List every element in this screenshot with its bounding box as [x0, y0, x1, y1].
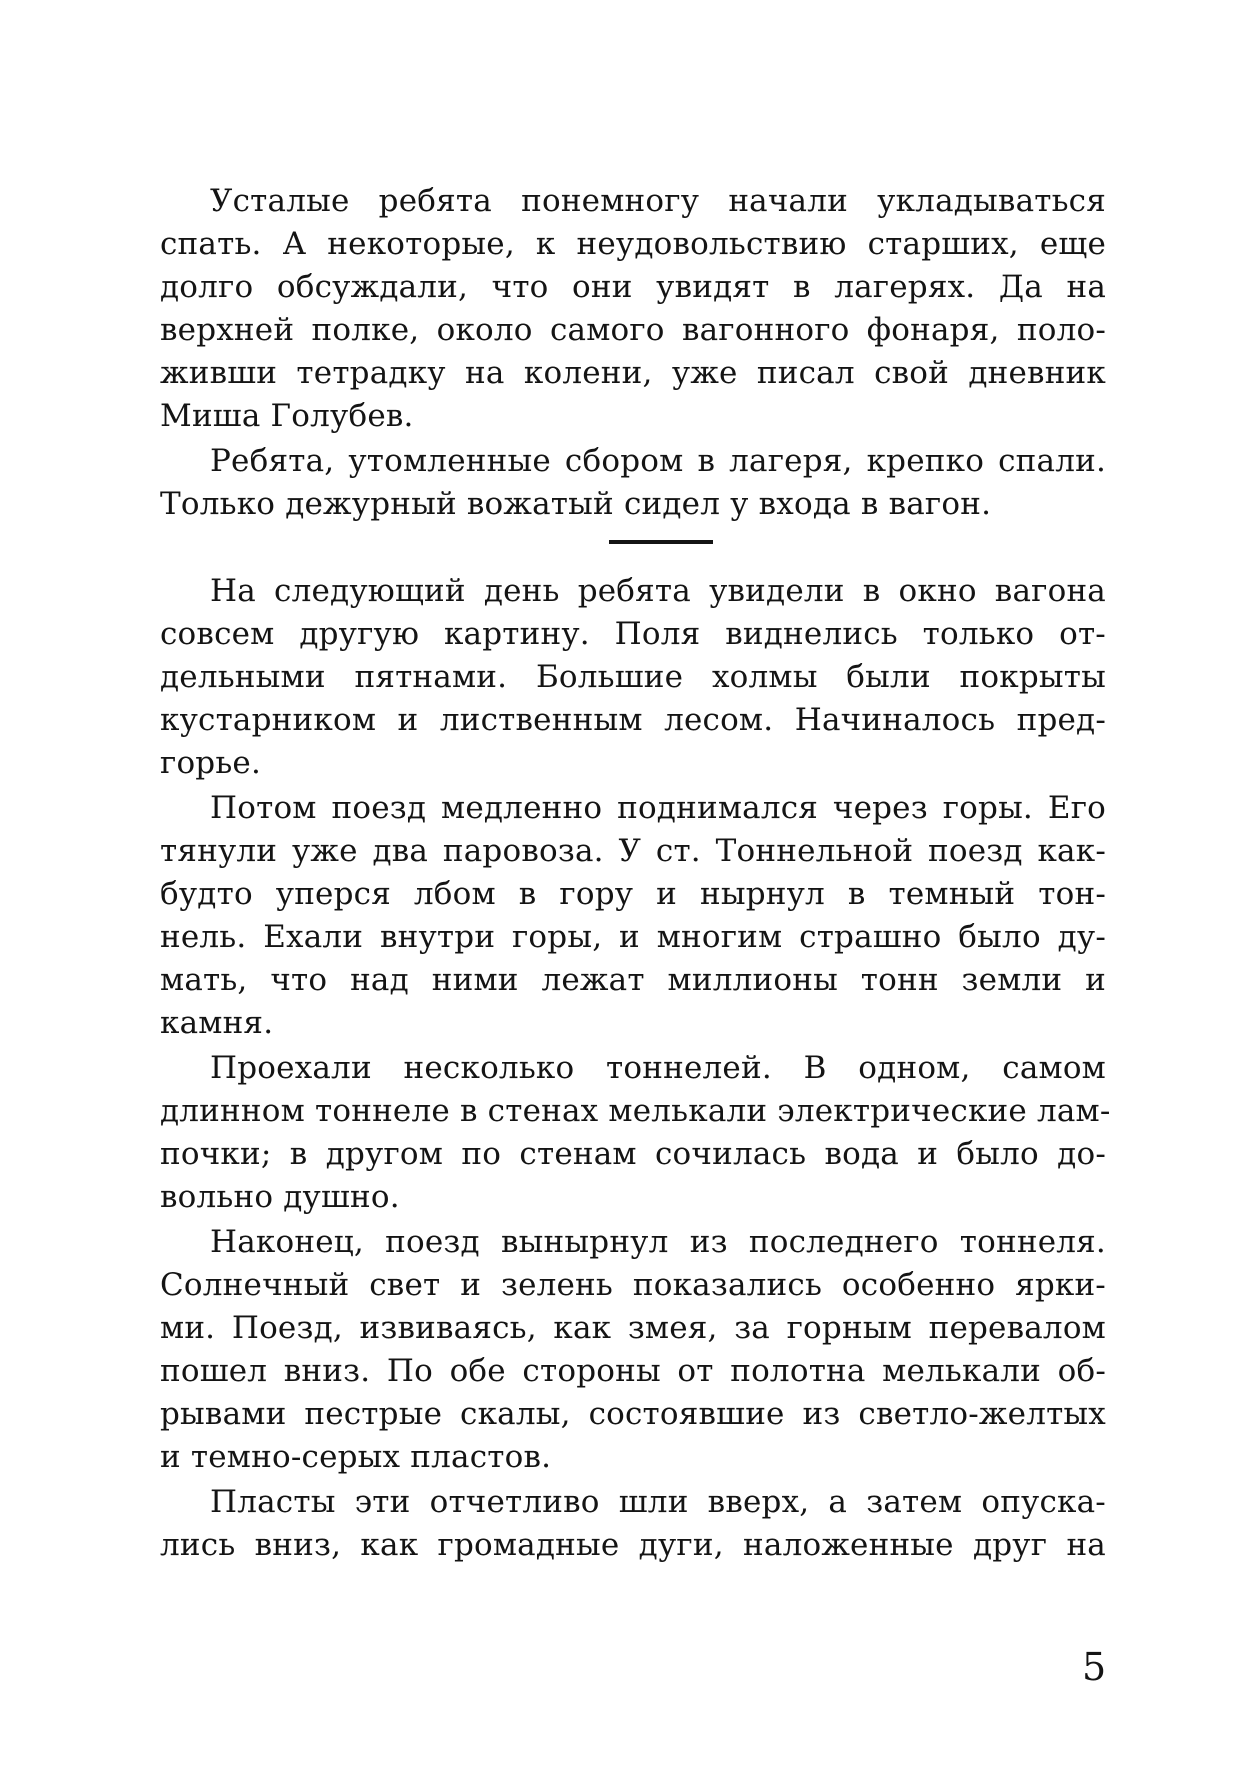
text-line: будто уперся лбом в гору и нырнул в темный тон- — [160, 876, 1106, 912]
text-line: Пласты эти отчетливо шли вверх, а затем опуска- — [210, 1484, 1106, 1520]
paragraph-2 — [160, 440, 1106, 526]
text-line: Только дежурный вожатый сидел у входа в вагон. — [160, 486, 992, 522]
page-body — [160, 180, 1111, 1569]
text-line: пошел вниз. По обе стороны от полотна мелькали об- — [160, 1353, 1106, 1389]
text-line: Миша Голубев. — [160, 398, 414, 434]
text-line: верхней полке, около самого вагонного фонаря, поло- — [160, 312, 1106, 348]
text-line: живши тетрадку на колени, уже писал свой дневник — [160, 355, 1106, 391]
text-line: нель. Ехали внутри горы, и многим страшно было ду- — [160, 919, 1106, 955]
text-line: долго обсуждали, что они увидят в лагерях. Да на — [160, 269, 1106, 305]
paragraph-7 — [160, 1481, 1106, 1567]
text-line: Солнечный свет и зелень показались особенно ярки- — [160, 1267, 1106, 1303]
text-line: камня. — [160, 1005, 274, 1041]
text-line: лись вниз, как громадные дуги, наложенные друг на — [160, 1527, 1106, 1563]
text-line: совсем другую картину. Поля виднелись только от- — [160, 616, 1106, 652]
text-line: дельными пятнами. Большие холмы были покрыты — [160, 659, 1106, 695]
text-line: горье. — [160, 745, 262, 781]
paragraph-6 — [160, 1221, 1106, 1479]
text-line: кустарником и лиственным лесом. Начиналось пред- — [160, 702, 1106, 738]
paragraph-5 — [160, 1047, 1111, 1219]
paragraph-3 — [160, 570, 1106, 785]
section-divider — [609, 540, 713, 544]
text-line: вольно душно. — [160, 1179, 400, 1215]
text-line: Ребята, утомленные сбором в лагеря, крепко спали. — [210, 443, 1106, 479]
text-line: спать. А некоторые, к неудовольствию старших, еще — [160, 226, 1106, 262]
paragraph-4 — [160, 787, 1106, 1045]
text-line: почки; в другом по стенам сочилась вода и было до- — [160, 1136, 1106, 1172]
text-line: рывами пестрые скалы, состоявшие из светло-желтых — [160, 1396, 1106, 1432]
text-line: Наконец, поезд вынырнул из последнего тоннеля. — [210, 1224, 1106, 1260]
text-line: Усталые ребята понемногу начали укладываться — [210, 183, 1106, 219]
page-number: 5 — [1082, 1645, 1107, 1689]
text-line: ми. Поезд, извиваясь, как змея, за горным перевалом — [160, 1310, 1106, 1346]
text-line: Проехали несколько тоннелей. В одном, самом — [210, 1050, 1106, 1086]
text-line: и темно-серых пластов. — [160, 1439, 552, 1475]
text-line: длинном тоннеле в стенах мелькали электрические лам- — [160, 1093, 1111, 1129]
text-line: Потом поезд медленно поднимался через горы. Его — [210, 790, 1106, 826]
text-line: мать, что над ними лежат миллионы тонн земли и — [160, 962, 1106, 998]
paragraph-1 — [160, 180, 1106, 438]
text-line: тянули уже два паровоза. У ст. Тоннельной поезд как- — [160, 833, 1106, 869]
text-line: На следующий день ребята увидели в окно вагона — [210, 573, 1106, 609]
